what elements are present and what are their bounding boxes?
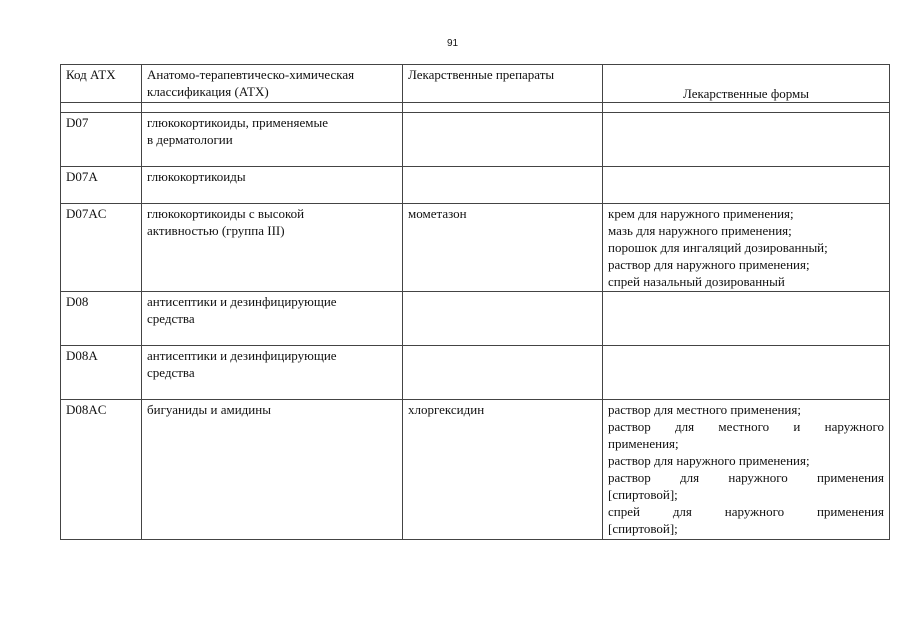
row-classification: глюкокортикоиды [142, 167, 403, 204]
header-code: Код АТХ [61, 65, 142, 103]
row-code: D08 [61, 292, 142, 346]
atx-table [60, 64, 890, 540]
row-forms: раствор для местного применения; раствор для местного и наружного применения; раствор для наружного применения; раствор для наружного применения [спиртовой]; спрей для наружного применения [спиртовой]; [603, 400, 890, 540]
row-forms: крем для наружного применения; мазь для наружного применения; порошок для ингаляций дозированный; раствор для наружного применения; спрей назальный дозированный [603, 204, 890, 292]
table-row [61, 292, 890, 346]
row-code: D07AC [61, 204, 142, 292]
header-classification: Анатомо-терапевтическо-химическая классификация (АТХ) [142, 65, 403, 103]
row-drug [403, 167, 603, 204]
table-row [61, 346, 890, 400]
row-code: D08AC [61, 400, 142, 540]
row-forms [603, 292, 890, 346]
table-row [61, 167, 890, 204]
row-classification: антисептики и дезинфицирующие средства [142, 346, 403, 400]
row-classification: глюкокортикоиды с высокой активностью (группа III) [142, 204, 403, 292]
row-drug: мометазон [403, 204, 603, 292]
row-drug [403, 346, 603, 400]
row-drug [403, 292, 603, 346]
header-drugs: Лекарственные препараты [403, 65, 603, 103]
row-code: D07 [61, 113, 142, 167]
table-row [61, 113, 890, 167]
row-code: D07A [61, 167, 142, 204]
row-classification: бигуаниды и амидины [142, 400, 403, 540]
row-code: D08A [61, 346, 142, 400]
row-classification: глюкокортикоиды, применяемые в дерматологии [142, 113, 403, 167]
row-drug [403, 113, 603, 167]
row-classification: антисептики и дезинфицирующие средства [142, 292, 403, 346]
row-forms [603, 113, 890, 167]
header-spacer-row [61, 103, 890, 113]
row-drug: хлоргексидин [403, 400, 603, 540]
table-header-row [61, 65, 890, 103]
table-row [61, 400, 890, 540]
table-row [61, 204, 890, 292]
row-forms [603, 346, 890, 400]
page-number: 91 [446, 38, 459, 49]
header-forms: Лекарственные формы [603, 65, 890, 103]
row-forms [603, 167, 890, 204]
